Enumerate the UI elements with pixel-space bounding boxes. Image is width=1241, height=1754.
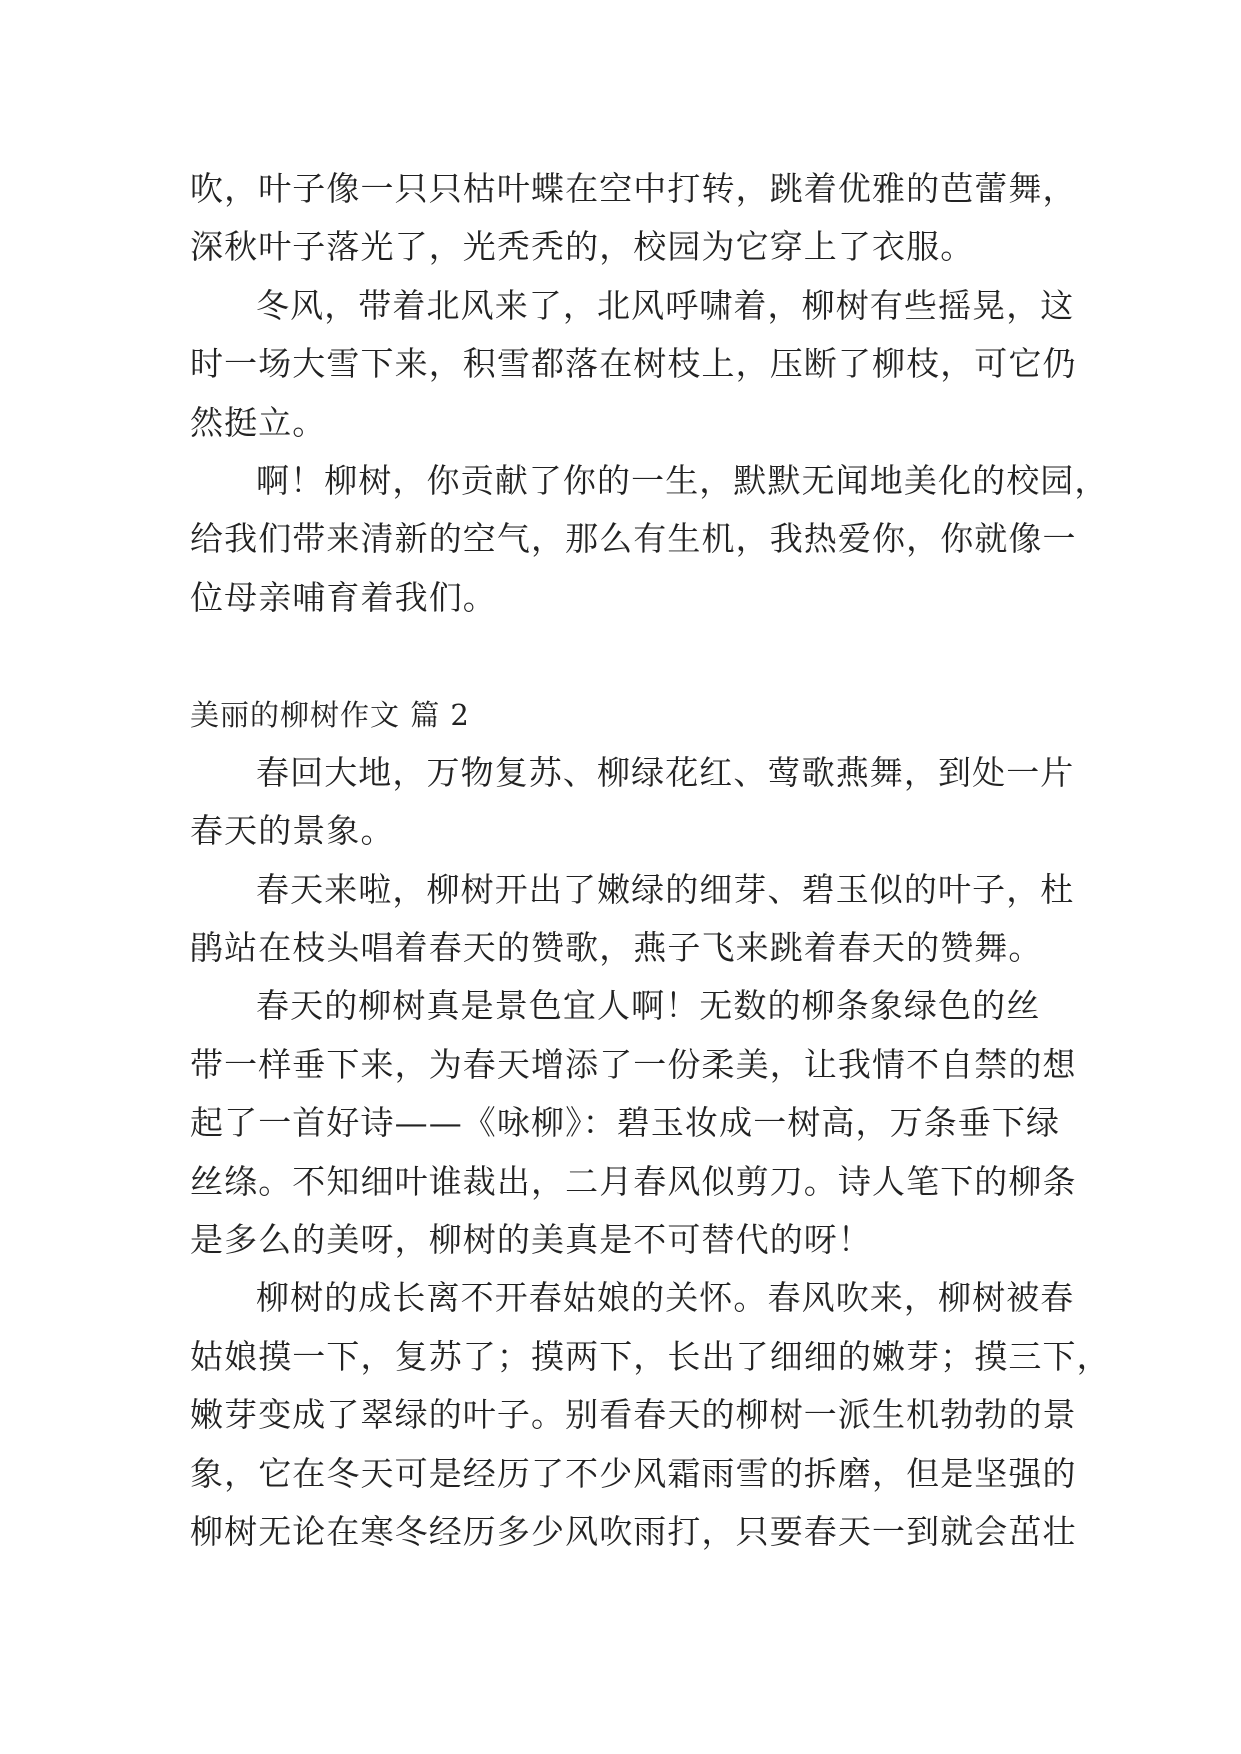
text-line: 柳树无论在寒冬经历多少风吹雨打，只要春天一到就会茁壮 — [190, 1511, 1077, 1551]
paragraph-start-line: 啊！柳树，你贡献了你的一生，默默无闻地美化的校园， — [256, 460, 1109, 500]
text-line: 深秋叶子落光了，光秃秃的，校园为它穿上了衣服。 — [190, 227, 975, 267]
paragraph-start-line: 冬风，带着北风来了，北风呼啸着，柳树有些摇晃，这 — [256, 285, 1075, 325]
text-line: 时一场大雪下来，积雪都落在树枝上，压断了柳枝，可它仍 — [190, 344, 1077, 384]
paragraph-start-line: 春回大地，万物复苏、柳绿花红、莺歌燕舞，到处一片 — [256, 752, 1075, 792]
text-line: 位母亲哺育着我们。 — [190, 577, 497, 617]
text-line: 鹃站在枝头唱着春天的赞歌，燕子飞来跳着春天的赞舞。 — [190, 928, 1043, 968]
text-line: 吹，叶子像一只只枯叶蝶在空中打转，跳着优雅的芭蕾舞， — [190, 169, 1077, 208]
paragraph-start-line: 柳树的成长离不开春姑娘的关怀。春风吹来，柳树被春 — [256, 1278, 1075, 1318]
paragraph-start-line: 春天来啦，柳树开出了嫩绿的细芽、碧玉似的叶子，杜 — [256, 869, 1075, 909]
text-line: 丝绦。不知细叶谁裁出，二月春风似剪刀。诗人笔下的柳条 — [190, 1161, 1077, 1201]
section-spacer — [190, 627, 1060, 685]
text-line: 嫩芽变成了翠绿的叶子。别看春天的柳树一派生机勃勃的景 — [190, 1395, 1077, 1435]
text-line: 带一样垂下来，为春天增添了一份柔美，让我情不自禁的想 — [190, 1044, 1077, 1084]
document-body — [190, 160, 1111, 1561]
text-line: 是多么的美呀，柳树的美真是不可替代的呀！ — [190, 1220, 872, 1260]
text-line: 姑娘摸一下，复苏了；摸两下，长出了细细的嫩芽；摸三下， — [190, 1336, 1111, 1376]
text-line: 给我们带来清新的空气，那么有生机，我热爱你，你就像一 — [190, 519, 1077, 559]
section-heading: 美丽的柳树作文 篇 2 — [190, 697, 470, 732]
text-line: 春天的景象。 — [190, 811, 395, 851]
paragraph-start-line: 春天的柳树真是景色宜人啊！无数的柳条象绿色的丝 — [256, 986, 1041, 1026]
text-line: 起了一首好诗——《咏柳》：碧玉妆成一树高，万条垂下绿 — [190, 1103, 1061, 1143]
text-line: 然挺立。 — [190, 402, 327, 442]
text-line: 象，它在冬天可是经历了不少风霜雨雪的拆磨，但是坚强的 — [190, 1453, 1077, 1493]
